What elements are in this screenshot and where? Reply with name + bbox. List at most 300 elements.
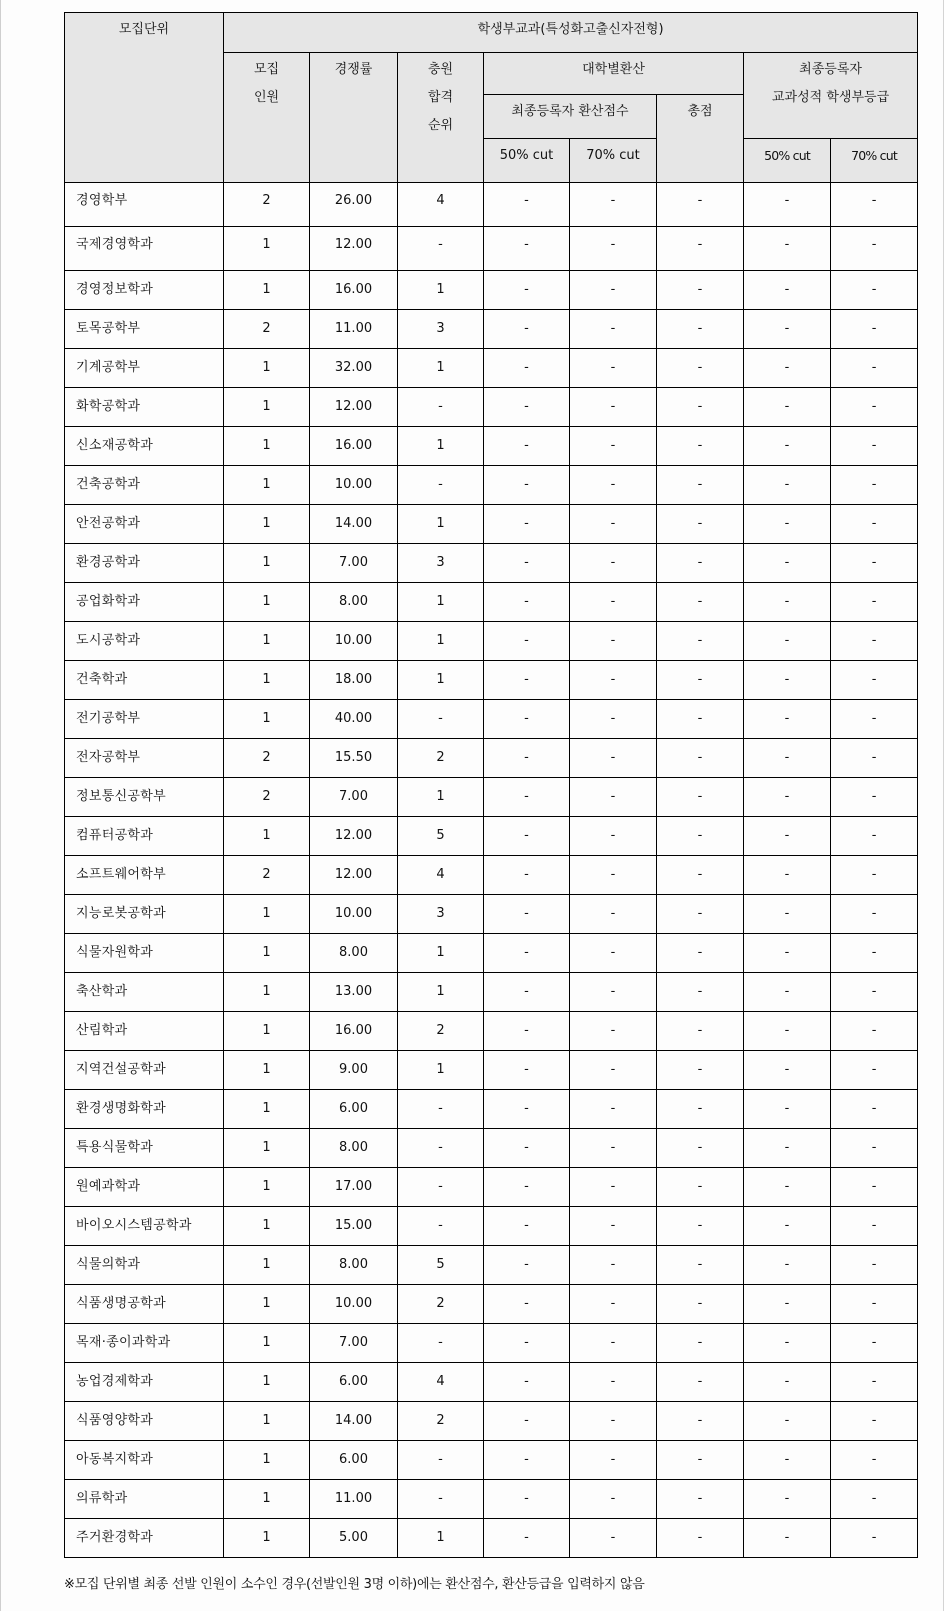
cell-quota: 1	[224, 1090, 310, 1129]
cell-waitlist-rank: -	[398, 227, 484, 271]
cell-waitlist-rank: -	[398, 1480, 484, 1519]
cell-total-points: -	[657, 227, 744, 271]
cell-competition-rate: 8.00	[310, 1246, 398, 1285]
table-row	[65, 1480, 918, 1519]
cell-competition-rate: 7.00	[310, 544, 398, 583]
cell-dept: 식품영양학과	[65, 1402, 224, 1441]
cell-quota: 1	[224, 388, 310, 427]
table-row	[65, 1051, 918, 1090]
cell-score-50-cut: -	[484, 856, 570, 895]
cell-grade-50-cut: -	[744, 388, 831, 427]
cell-competition-rate: 12.00	[310, 388, 398, 427]
table-row	[65, 349, 918, 388]
cell-score-70-cut: -	[570, 1129, 657, 1168]
cell-waitlist-rank: -	[398, 1324, 484, 1363]
cell-grade-70-cut: -	[831, 1051, 918, 1090]
cell-grade-70-cut: -	[831, 1090, 918, 1129]
cell-dept: 도시공학과	[65, 622, 224, 661]
cell-score-50-cut: -	[484, 817, 570, 856]
cell-dept: 공업화학과	[65, 583, 224, 622]
cell-competition-rate: 14.00	[310, 505, 398, 544]
cell-grade-50-cut: -	[744, 271, 831, 310]
cell-dept: 기계공학부	[65, 349, 224, 388]
cell-dept: 안전공학과	[65, 505, 224, 544]
header-univ-conversion: 대학별환산	[484, 53, 744, 95]
cell-score-50-cut: -	[484, 1246, 570, 1285]
cell-total-points: -	[657, 1012, 744, 1051]
admission-results-table	[64, 12, 918, 1558]
cell-total-points: -	[657, 583, 744, 622]
cell-waitlist-rank: 4	[398, 183, 484, 227]
cell-competition-rate: 14.00	[310, 1402, 398, 1441]
cell-total-points: -	[657, 778, 744, 817]
cell-quota: 1	[224, 349, 310, 388]
cell-competition-rate: 32.00	[310, 349, 398, 388]
cell-score-50-cut: -	[484, 1285, 570, 1324]
cell-grade-50-cut: -	[744, 227, 831, 271]
cell-dept: 축산학과	[65, 973, 224, 1012]
cell-score-50-cut: -	[484, 583, 570, 622]
cell-grade-70-cut: -	[831, 934, 918, 973]
table-row	[65, 583, 918, 622]
cell-competition-rate: 13.00	[310, 973, 398, 1012]
cell-score-50-cut: -	[484, 661, 570, 700]
header-waitlist-rank	[398, 53, 484, 183]
cell-dept: 산림학과	[65, 1012, 224, 1051]
cell-grade-70-cut: -	[831, 183, 918, 227]
cell-score-70-cut: -	[570, 1090, 657, 1129]
cell-score-70-cut: -	[570, 700, 657, 739]
cell-score-70-cut: -	[570, 1246, 657, 1285]
cell-total-points: -	[657, 739, 744, 778]
cell-waitlist-rank: 1	[398, 349, 484, 388]
cell-total-points: -	[657, 895, 744, 934]
header-final-grade	[744, 53, 918, 139]
cell-grade-50-cut: -	[744, 817, 831, 856]
cell-total-points: -	[657, 817, 744, 856]
table-row	[65, 466, 918, 505]
cell-competition-rate: 16.00	[310, 271, 398, 310]
cell-score-70-cut: -	[570, 466, 657, 505]
cell-competition-rate: 12.00	[310, 817, 398, 856]
header-admission-type: 학생부교과(특성화고출신자전형)	[224, 13, 918, 53]
cell-total-points: -	[657, 427, 744, 466]
header-competition-rate: 경쟁률	[310, 53, 398, 183]
cell-dept: 지역건설공학과	[65, 1051, 224, 1090]
cell-grade-50-cut: -	[744, 661, 831, 700]
cell-score-70-cut: -	[570, 349, 657, 388]
cell-grade-70-cut: -	[831, 1324, 918, 1363]
cell-dept: 건축학과	[65, 661, 224, 700]
cell-score-50-cut: -	[484, 934, 570, 973]
table-row	[65, 778, 918, 817]
cell-competition-rate: 10.00	[310, 466, 398, 505]
cell-dept: 경영정보학과	[65, 271, 224, 310]
footnote: ※모집 단위별 최종 선발 인원이 소수인 경우(선발인원 3명 이하)에는 환산점수, 환산등급을 입력하지 않음	[64, 1577, 645, 1592]
cell-score-50-cut: -	[484, 1441, 570, 1480]
cell-grade-50-cut: -	[744, 934, 831, 973]
cell-competition-rate: 8.00	[310, 583, 398, 622]
cell-grade-50-cut: -	[744, 1441, 831, 1480]
cell-waitlist-rank: 1	[398, 622, 484, 661]
cell-total-points: -	[657, 1051, 744, 1090]
cell-waitlist-rank: 1	[398, 1519, 484, 1558]
cell-grade-50-cut: -	[744, 1090, 831, 1129]
cell-score-70-cut: -	[570, 1519, 657, 1558]
cell-score-70-cut: -	[570, 271, 657, 310]
cell-competition-rate: 8.00	[310, 1129, 398, 1168]
header-grade-70-cut: 70% cut	[831, 139, 918, 183]
cell-total-points: -	[657, 466, 744, 505]
table-row	[65, 1246, 918, 1285]
cell-score-70-cut: -	[570, 934, 657, 973]
cell-quota: 1	[224, 271, 310, 310]
table-row	[65, 817, 918, 856]
cell-waitlist-rank: 1	[398, 505, 484, 544]
cell-waitlist-rank: 1	[398, 778, 484, 817]
cell-quota: 1	[224, 466, 310, 505]
cell-score-50-cut: -	[484, 388, 570, 427]
cell-dept: 소프트웨어학부	[65, 856, 224, 895]
header-waitlist-line2: 합격	[427, 90, 454, 105]
cell-score-50-cut: -	[484, 349, 570, 388]
cell-score-70-cut: -	[570, 973, 657, 1012]
table-row	[65, 183, 918, 227]
cell-waitlist-rank: 1	[398, 583, 484, 622]
cell-grade-70-cut: -	[831, 544, 918, 583]
cell-dept: 바이오시스템공학과	[65, 1207, 224, 1246]
cell-score-70-cut: -	[570, 544, 657, 583]
cell-grade-50-cut: -	[744, 544, 831, 583]
cell-score-50-cut: -	[484, 544, 570, 583]
cell-quota: 1	[224, 427, 310, 466]
cell-quota: 1	[224, 1207, 310, 1246]
table-row	[65, 227, 918, 271]
cell-competition-rate: 12.00	[310, 856, 398, 895]
cell-dept: 목재·종이과학과	[65, 1324, 224, 1363]
cell-waitlist-rank: -	[398, 1441, 484, 1480]
cell-competition-rate: 16.00	[310, 1012, 398, 1051]
header-final-score: 최종등록자 환산점수	[484, 95, 657, 139]
cell-quota: 1	[224, 1285, 310, 1324]
cell-competition-rate: 11.00	[310, 1480, 398, 1519]
cell-grade-50-cut: -	[744, 505, 831, 544]
cell-total-points: -	[657, 349, 744, 388]
table-row	[65, 1129, 918, 1168]
cell-waitlist-rank: -	[398, 1090, 484, 1129]
table-row	[65, 310, 918, 349]
table-row	[65, 700, 918, 739]
cell-total-points: -	[657, 1324, 744, 1363]
cell-grade-50-cut: -	[744, 1168, 831, 1207]
table-row	[65, 1324, 918, 1363]
cell-grade-70-cut: -	[831, 388, 918, 427]
cell-quota: 2	[224, 778, 310, 817]
cell-quota: 1	[224, 1441, 310, 1480]
cell-score-70-cut: -	[570, 1402, 657, 1441]
cell-waitlist-rank: -	[398, 1207, 484, 1246]
cell-dept: 전자공학부	[65, 739, 224, 778]
cell-grade-70-cut: -	[831, 1168, 918, 1207]
cell-total-points: -	[657, 1402, 744, 1441]
cell-competition-rate: 18.00	[310, 661, 398, 700]
cell-grade-50-cut: -	[744, 1363, 831, 1402]
cell-score-50-cut: -	[484, 1519, 570, 1558]
cell-dept: 지능로봇공학과	[65, 895, 224, 934]
page-left-border	[0, 0, 1, 1611]
cell-waitlist-rank: 1	[398, 934, 484, 973]
table-row	[65, 739, 918, 778]
cell-quota: 1	[224, 895, 310, 934]
cell-waitlist-rank: 3	[398, 310, 484, 349]
cell-quota: 1	[224, 505, 310, 544]
table-row	[65, 856, 918, 895]
table-row	[65, 271, 918, 310]
table-row	[65, 388, 918, 427]
cell-score-50-cut: -	[484, 973, 570, 1012]
cell-score-50-cut: -	[484, 183, 570, 227]
cell-grade-70-cut: -	[831, 466, 918, 505]
cell-score-70-cut: -	[570, 817, 657, 856]
cell-total-points: -	[657, 1090, 744, 1129]
cell-waitlist-rank: -	[398, 388, 484, 427]
cell-score-50-cut: -	[484, 739, 570, 778]
cell-waitlist-rank: 4	[398, 856, 484, 895]
cell-dept: 환경공학과	[65, 544, 224, 583]
cell-grade-70-cut: -	[831, 700, 918, 739]
cell-grade-70-cut: -	[831, 1480, 918, 1519]
cell-total-points: -	[657, 1285, 744, 1324]
cell-grade-70-cut: -	[831, 1363, 918, 1402]
cell-grade-70-cut: -	[831, 1519, 918, 1558]
table-row	[65, 1207, 918, 1246]
cell-total-points: -	[657, 622, 744, 661]
cell-grade-50-cut: -	[744, 1129, 831, 1168]
cell-total-points: -	[657, 856, 744, 895]
cell-total-points: -	[657, 271, 744, 310]
cell-quota: 1	[224, 622, 310, 661]
cell-quota: 1	[224, 700, 310, 739]
table-row	[65, 505, 918, 544]
header-quota	[224, 53, 310, 183]
cell-competition-rate: 8.00	[310, 934, 398, 973]
cell-grade-70-cut: -	[831, 1012, 918, 1051]
cell-grade-50-cut: -	[744, 1012, 831, 1051]
cell-score-50-cut: -	[484, 778, 570, 817]
cell-waitlist-rank: -	[398, 700, 484, 739]
cell-quota: 1	[224, 1519, 310, 1558]
cell-waitlist-rank: 2	[398, 1285, 484, 1324]
cell-grade-70-cut: -	[831, 427, 918, 466]
table-row	[65, 934, 918, 973]
cell-quota: 1	[224, 1480, 310, 1519]
cell-grade-70-cut: -	[831, 505, 918, 544]
cell-score-50-cut: -	[484, 1207, 570, 1246]
cell-competition-rate: 26.00	[310, 183, 398, 227]
cell-score-50-cut: -	[484, 427, 570, 466]
table-row	[65, 661, 918, 700]
cell-dept: 특용식물학과	[65, 1129, 224, 1168]
cell-score-70-cut: -	[570, 1441, 657, 1480]
cell-grade-70-cut: -	[831, 1207, 918, 1246]
table-row	[65, 1285, 918, 1324]
cell-quota: 1	[224, 583, 310, 622]
cell-waitlist-rank: 4	[398, 1363, 484, 1402]
table-row	[65, 427, 918, 466]
cell-competition-rate: 6.00	[310, 1090, 398, 1129]
cell-grade-70-cut: -	[831, 856, 918, 895]
cell-quota: 1	[224, 1363, 310, 1402]
table-row	[65, 1402, 918, 1441]
cell-score-50-cut: -	[484, 1324, 570, 1363]
cell-total-points: -	[657, 1207, 744, 1246]
cell-competition-rate: 9.00	[310, 1051, 398, 1090]
cell-competition-rate: 11.00	[310, 310, 398, 349]
cell-grade-50-cut: -	[744, 700, 831, 739]
cell-competition-rate: 10.00	[310, 1285, 398, 1324]
cell-score-70-cut: -	[570, 388, 657, 427]
cell-grade-70-cut: -	[831, 1441, 918, 1480]
cell-quota: 2	[224, 856, 310, 895]
cell-grade-70-cut: -	[831, 622, 918, 661]
cell-grade-50-cut: -	[744, 1324, 831, 1363]
table-row	[65, 1519, 918, 1558]
cell-competition-rate: 7.00	[310, 1324, 398, 1363]
cell-waitlist-rank: 1	[398, 661, 484, 700]
cell-waitlist-rank: 5	[398, 817, 484, 856]
cell-waitlist-rank: 3	[398, 895, 484, 934]
cell-score-70-cut: -	[570, 1285, 657, 1324]
cell-grade-70-cut: -	[831, 583, 918, 622]
cell-waitlist-rank: 3	[398, 544, 484, 583]
cell-total-points: -	[657, 661, 744, 700]
cell-competition-rate: 15.50	[310, 739, 398, 778]
cell-quota: 1	[224, 544, 310, 583]
table-row	[65, 1168, 918, 1207]
cell-dept: 농업경제학과	[65, 1363, 224, 1402]
cell-score-70-cut: -	[570, 1168, 657, 1207]
cell-score-50-cut: -	[484, 1012, 570, 1051]
cell-quota: 1	[224, 1402, 310, 1441]
cell-grade-70-cut: -	[831, 271, 918, 310]
cell-waitlist-rank: 1	[398, 1051, 484, 1090]
table-row	[65, 544, 918, 583]
cell-score-70-cut: -	[570, 1207, 657, 1246]
header-total-points: 총점	[657, 95, 744, 183]
cell-total-points: -	[657, 388, 744, 427]
cell-dept: 의류학과	[65, 1480, 224, 1519]
cell-quota: 2	[224, 183, 310, 227]
cell-dept: 식물의학과	[65, 1246, 224, 1285]
cell-grade-50-cut: -	[744, 349, 831, 388]
cell-grade-50-cut: -	[744, 1402, 831, 1441]
cell-score-70-cut: -	[570, 1012, 657, 1051]
cell-score-50-cut: -	[484, 1402, 570, 1441]
table-row	[65, 1441, 918, 1480]
cell-score-70-cut: -	[570, 505, 657, 544]
cell-competition-rate: 6.00	[310, 1441, 398, 1480]
cell-quota: 2	[224, 310, 310, 349]
cell-dept: 토목공학부	[65, 310, 224, 349]
cell-grade-70-cut: -	[831, 1129, 918, 1168]
cell-quota: 2	[224, 739, 310, 778]
cell-dept: 아동복지학과	[65, 1441, 224, 1480]
header-recruitment-unit: 모집단위	[65, 13, 224, 183]
cell-grade-50-cut: -	[744, 583, 831, 622]
header-grade-50-cut: 50% cut	[744, 139, 831, 183]
cell-score-50-cut: -	[484, 505, 570, 544]
table-body	[65, 183, 918, 1558]
cell-grade-50-cut: -	[744, 1207, 831, 1246]
cell-waitlist-rank: 1	[398, 271, 484, 310]
header-quota-line1: 모집	[253, 62, 280, 77]
header-score-70-cut: 70% cut	[570, 139, 657, 183]
cell-total-points: -	[657, 544, 744, 583]
cell-total-points: -	[657, 1246, 744, 1285]
cell-score-70-cut: -	[570, 1051, 657, 1090]
cell-grade-70-cut: -	[831, 1285, 918, 1324]
cell-waitlist-rank: 1	[398, 973, 484, 1012]
cell-total-points: -	[657, 1519, 744, 1558]
cell-competition-rate: 40.00	[310, 700, 398, 739]
cell-score-50-cut: -	[484, 700, 570, 739]
cell-score-50-cut: -	[484, 1129, 570, 1168]
cell-total-points: -	[657, 1363, 744, 1402]
cell-dept: 식품생명공학과	[65, 1285, 224, 1324]
cell-score-50-cut: -	[484, 310, 570, 349]
cell-waitlist-rank: 1	[398, 427, 484, 466]
cell-score-70-cut: -	[570, 895, 657, 934]
cell-grade-50-cut: -	[744, 183, 831, 227]
cell-quota: 1	[224, 973, 310, 1012]
cell-competition-rate: 5.00	[310, 1519, 398, 1558]
cell-score-70-cut: -	[570, 778, 657, 817]
cell-dept: 주거환경학과	[65, 1519, 224, 1558]
cell-grade-70-cut: -	[831, 817, 918, 856]
cell-score-50-cut: -	[484, 466, 570, 505]
cell-competition-rate: 15.00	[310, 1207, 398, 1246]
cell-total-points: -	[657, 310, 744, 349]
cell-grade-50-cut: -	[744, 1519, 831, 1558]
cell-quota: 1	[224, 1012, 310, 1051]
cell-total-points: -	[657, 505, 744, 544]
cell-score-70-cut: -	[570, 1480, 657, 1519]
header-waitlist-line3: 순위	[427, 118, 454, 133]
cell-quota: 1	[224, 934, 310, 973]
table-row	[65, 1090, 918, 1129]
cell-score-70-cut: -	[570, 739, 657, 778]
cell-grade-50-cut: -	[744, 622, 831, 661]
cell-grade-70-cut: -	[831, 1402, 918, 1441]
cell-dept: 건축공학과	[65, 466, 224, 505]
cell-quota: 1	[224, 1324, 310, 1363]
cell-score-50-cut: -	[484, 227, 570, 271]
cell-quota: 1	[224, 1129, 310, 1168]
cell-waitlist-rank: -	[398, 466, 484, 505]
cell-total-points: -	[657, 1129, 744, 1168]
cell-competition-rate: 12.00	[310, 227, 398, 271]
cell-waitlist-rank: 2	[398, 1402, 484, 1441]
cell-score-70-cut: -	[570, 310, 657, 349]
cell-competition-rate: 7.00	[310, 778, 398, 817]
table-row	[65, 1012, 918, 1051]
cell-score-70-cut: -	[570, 856, 657, 895]
cell-quota: 1	[224, 661, 310, 700]
cell-grade-50-cut: -	[744, 310, 831, 349]
cell-waitlist-rank: -	[398, 1168, 484, 1207]
cell-dept: 원예과학과	[65, 1168, 224, 1207]
cell-quota: 1	[224, 1168, 310, 1207]
